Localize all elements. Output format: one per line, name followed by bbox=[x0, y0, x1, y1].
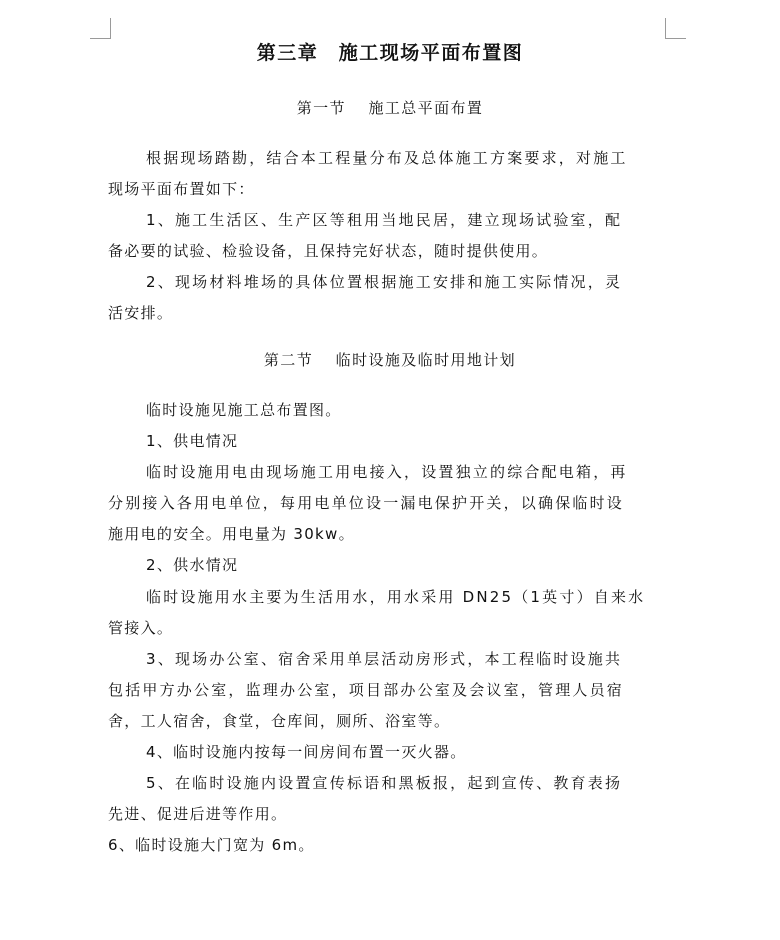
paragraph-1-line-2: 现场平面布置如下： bbox=[108, 180, 255, 198]
paragraph-1-line-1: 根据现场踏勘，结合本工程量分布及总体施工方案要求，对施工 bbox=[146, 149, 628, 167]
paragraph-6-line-3: 施用电的安全。用电量为 30kw。 bbox=[108, 525, 355, 543]
section-title-1: 第一节 施工总平面布置 bbox=[296, 99, 484, 117]
paragraph-2-line-2: 备必要的试验、检验设备，且保持完好状态，随时提供使用。 bbox=[108, 242, 549, 260]
paragraph-9-line-2: 包括甲方办公室，监理办公室，项目部办公室及会议室，管理人员宿 bbox=[108, 681, 625, 699]
paragraph-2-line-1: 1、施工生活区、生产区等租用当地民居，建立现场试验室，配 bbox=[146, 211, 623, 229]
paragraph-12: 6、临时设施大门宽为 6m。 bbox=[108, 836, 315, 854]
crop-mark-top-left bbox=[90, 18, 111, 39]
paragraph-5: 1、供电情况 bbox=[146, 432, 239, 450]
paragraph-7: 2、供水情况 bbox=[146, 556, 239, 574]
paragraph-4: 临时设施见施工总布置图。 bbox=[146, 401, 342, 419]
paragraph-11-line-1: 5、在临时设施内设置宣传标语和黑板报，起到宣传、教育表扬 bbox=[146, 774, 623, 792]
paragraph-6-line-1: 临时设施用电由现场施工用电接入，设置独立的综合配电箱，再 bbox=[146, 463, 628, 481]
paragraph-3-line-1: 2、现场材料堆场的具体位置根据施工安排和施工实际情况，灵 bbox=[146, 273, 623, 291]
paragraph-11-line-2: 先进、促进后进等作用。 bbox=[108, 805, 288, 823]
paragraph-6-line-2: 分别接入各用电单位，每用电单位设一漏电保护开关，以确保临时设 bbox=[108, 494, 625, 512]
paragraph-10: 4、临时设施内按每一间房间布置一灭火器。 bbox=[146, 743, 467, 761]
paragraph-3-line-2: 活安排。 bbox=[108, 304, 174, 322]
chapter-title: 第三章 施工现场平面布置图 bbox=[256, 42, 524, 64]
crop-mark-top-right bbox=[665, 18, 686, 39]
paragraph-9-line-3: 舍，工人宿舍，食堂，仓库间，厕所、浴室等。 bbox=[108, 712, 451, 730]
paragraph-8-line-2: 管接入。 bbox=[108, 619, 174, 637]
paragraph-8-line-1: 临时设施用水主要为生活用水，用水采用 DN25（1英寸）自来水 bbox=[146, 588, 646, 606]
section-title-2: 第二节 临时设施及临时用地计划 bbox=[263, 351, 517, 369]
paragraph-9-line-1: 3、现场办公室、宿舍采用单层活动房形式，本工程临时设施共 bbox=[146, 650, 623, 668]
